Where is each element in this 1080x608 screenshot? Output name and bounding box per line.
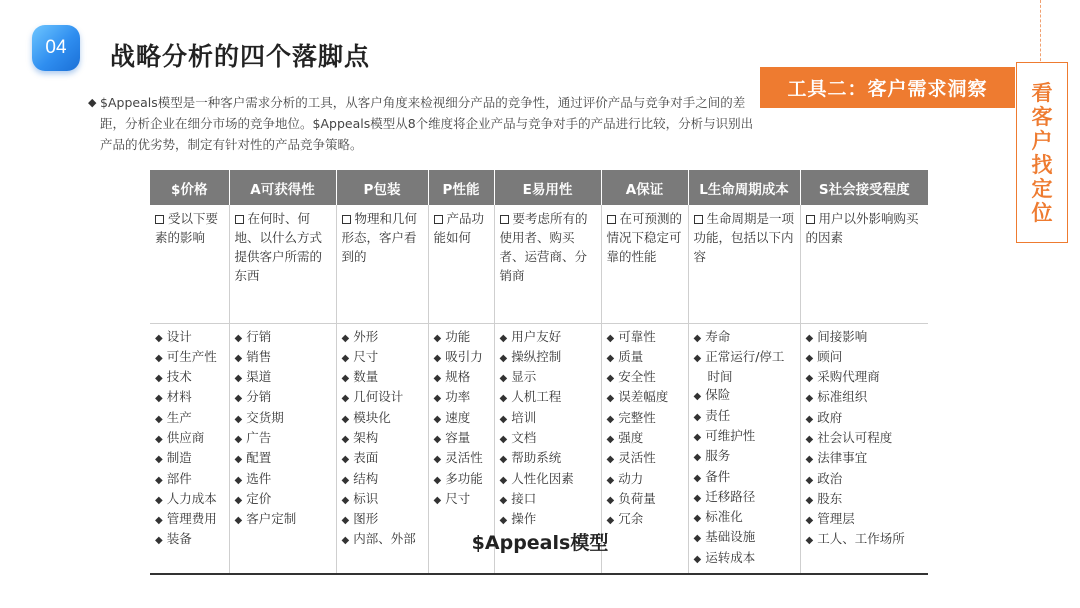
list-item: ◆ 管理层: [806, 510, 925, 530]
list-item: ◆ 顾问: [806, 348, 925, 368]
list-item: ◆ 行销: [235, 328, 332, 348]
table-header-cell: P性能: [428, 170, 494, 205]
list-item: ◆ 管理费用: [155, 510, 225, 530]
list-item: ◆ 政府: [806, 409, 925, 429]
table-header-cell: S社会接受程度: [800, 170, 928, 205]
list-item: ◆ 可维护性: [694, 427, 796, 447]
list-item: ◆ 图形: [342, 510, 424, 530]
side-label-char: 看: [1031, 80, 1053, 105]
list-item: ◆ 安全性: [607, 368, 684, 388]
list-item: ◆ 可生产性: [155, 348, 225, 368]
table-desc-cell: [336, 205, 428, 323]
list-item: ◆ 内部、外部: [342, 530, 424, 550]
list-item: ◆ 完整性: [607, 409, 684, 429]
list-item: ◆ 操作: [500, 510, 597, 530]
table-header-cell: P包装: [336, 170, 428, 205]
list-item: ◆ 动力: [607, 470, 684, 490]
list-item: ◆ 结构: [342, 470, 424, 490]
side-label-char: 定: [1031, 176, 1053, 201]
list-item: ◆ 用户友好: [500, 328, 597, 348]
list-item: ◆ 人性化因素: [500, 470, 597, 490]
desc-text: 生命周期是一项功能，包括以下内容: [693, 211, 795, 264]
desc-text: 物理和几何形态，客户看到的: [341, 211, 418, 264]
list-item: ◆ 寿命: [694, 328, 796, 348]
table-desc-cell: [428, 205, 494, 323]
list-item: ◆ 操纵控制: [500, 348, 597, 368]
decorative-dashed-line: [1040, 0, 1041, 66]
desc-text: 产品功能如何: [433, 211, 485, 245]
list-item: ◆ 迁移路径: [694, 488, 796, 508]
list-item: ◆ 人力成本: [155, 490, 225, 510]
section-number-badge: 04: [32, 25, 80, 71]
list-item: ◆ 误差幅度: [607, 388, 684, 408]
checkbox-square-icon: [342, 215, 351, 224]
list-item: ◆ 制造: [155, 449, 225, 469]
list-item: ◆ 交货期: [235, 409, 332, 429]
list-item-continuation: 时间: [707, 369, 733, 385]
checkbox-square-icon: [155, 215, 164, 224]
list-item: ◆ 生产: [155, 409, 225, 429]
list-item: ◆ 标识: [342, 490, 424, 510]
list-item: ◆ 间接影响: [806, 328, 925, 348]
checkbox-square-icon: [434, 215, 443, 224]
list-item: ◆ 配置: [235, 449, 332, 469]
intro-paragraph: [88, 92, 756, 155]
side-label-char: 客: [1031, 104, 1053, 129]
table-header-cell: A可获得性: [229, 170, 336, 205]
table-header-cell: E易用性: [494, 170, 601, 205]
list-item: ◆ 灵活性: [607, 449, 684, 469]
side-label-char: 位: [1031, 200, 1053, 225]
list-item: ◆ 法律事宜: [806, 449, 925, 469]
list-item: ◆ 正常运行/停工: [694, 348, 796, 368]
table-desc-cell: [800, 205, 928, 323]
list-item: ◆ 多功能: [434, 470, 490, 490]
list-item: ◆ 尺寸: [342, 348, 424, 368]
list-item: ◆ 帮助系统: [500, 449, 597, 469]
desc-text: 要考虑所有的使用者、购买者、运营商、分销商: [499, 211, 588, 283]
list-item: ◆ 标准组织: [806, 388, 925, 408]
list-item: ◆ 功能: [434, 328, 490, 348]
list-item: ◆ 速度: [434, 409, 490, 429]
desc-text: 在可预测的情况下稳定可靠的性能: [606, 211, 683, 264]
list-item: ◆ 供应商: [155, 429, 225, 449]
list-item: ◆ 渠道: [235, 368, 332, 388]
list-item: ◆ 客户定制: [235, 510, 332, 530]
intro-text: $Appeals模型是一种客户需求分析的工具，从客户角度来检视细分产品的竞争性，通过评价产品与竞争对手之间的差距，分析企业在细分市场的竞争地位。$Appeals模型从8个维度将企业产品与竞争对手的产品进行比较，分析与识别出产品的优劣势，制定有针对性的产品竞争策略。: [100, 95, 754, 152]
side-label-char: 找: [1031, 152, 1053, 177]
list-item: ◆ 设计: [155, 328, 225, 348]
list-item: ◆ 灵活性: [434, 449, 490, 469]
desc-text: 在何时、何地、以什么方式提供客户所需的东西: [234, 211, 323, 283]
list-item: ◆ 吸引力: [434, 348, 490, 368]
side-label-box: [1016, 62, 1068, 243]
list-item: ◆ 保险: [694, 386, 796, 406]
checkbox-square-icon: [694, 215, 703, 224]
list-item: ◆ 冗余: [607, 510, 684, 530]
table-desc-cell: [229, 205, 336, 323]
list-item: ◆ 定价: [235, 490, 332, 510]
list-item: ◆ 材料: [155, 388, 225, 408]
list-item: ◆ 强度: [607, 429, 684, 449]
list-item: ◆ 尺寸: [434, 490, 490, 510]
list-item: ◆ 选件: [235, 470, 332, 490]
list-item: ◆ 社会认可程度: [806, 429, 925, 449]
list-item: ◆ 质量: [607, 348, 684, 368]
figure-caption: $Appeals模型: [471, 532, 609, 554]
tool-tag: 工具二：客户需求洞察: [760, 67, 1015, 108]
list-item: ◆ 服务: [694, 447, 796, 467]
diamond-bullet-icon: ◆: [88, 96, 97, 109]
list-item: ◆ 标准化: [694, 508, 796, 528]
list-item: ◆ 技术: [155, 368, 225, 388]
checkbox-square-icon: [500, 215, 509, 224]
list-item: ◆ 分销: [235, 388, 332, 408]
list-item: ◆ 政治: [806, 470, 925, 490]
list-item: ◆ 基础设施: [694, 528, 796, 548]
list-item: ◆ 责任: [694, 407, 796, 427]
checkbox-square-icon: [607, 215, 616, 224]
list-item: ◆ 架构: [342, 429, 424, 449]
list-item: ◆ 功率: [434, 388, 490, 408]
list-item: ◆ 文档: [500, 429, 597, 449]
list-item: ◆ 工人、工作场所: [806, 530, 925, 550]
side-label-char: 户: [1031, 128, 1053, 153]
list-item: ◆ 容量: [434, 429, 490, 449]
table-desc-cell: [150, 205, 229, 323]
list-item: ◆ 广告: [235, 429, 332, 449]
checkbox-square-icon: [806, 215, 815, 224]
table-desc-cell: [601, 205, 688, 323]
desc-text: 用户以外影响购买的因素: [805, 211, 919, 245]
table-header-cell: $价格: [150, 170, 229, 205]
list-item: ◆ 显示: [500, 368, 597, 388]
list-item: ◆ 外形: [342, 328, 424, 348]
table-desc-cell: [494, 205, 601, 323]
table-desc-cell: [688, 205, 800, 323]
list-item: ◆ 几何设计: [342, 388, 424, 408]
table-header-cell: A保证: [601, 170, 688, 205]
list-item: ◆ 装备: [155, 530, 225, 550]
checkbox-square-icon: [235, 215, 244, 224]
list-item: ◆ 模块化: [342, 409, 424, 429]
list-item: ◆ 接口: [500, 490, 597, 510]
desc-text: 受以下要素的影响: [155, 211, 219, 245]
list-item: ◆ 运转成本: [694, 549, 796, 569]
list-item: ◆ 负荷量: [607, 490, 684, 510]
page-title: 战略分析的四个落脚点: [110, 42, 371, 71]
list-item: ◆ 备件: [694, 468, 796, 488]
list-item: ◆ 股东: [806, 490, 925, 510]
list-item: ◆ 人机工程: [500, 388, 597, 408]
list-item: ◆ 销售: [235, 348, 332, 368]
list-item: ◆ 采购代理商: [806, 368, 925, 388]
list-item: ◆ 规格: [434, 368, 490, 388]
list-item: ◆ 部件: [155, 470, 225, 490]
list-item: ◆ 培训: [500, 409, 597, 429]
list-item: ◆ 表面: [342, 449, 424, 469]
list-item: ◆ 可靠性: [607, 328, 684, 348]
table-header-cell: L生命周期成本: [688, 170, 800, 205]
appeals-table: [150, 170, 928, 575]
list-item: ◆ 数量: [342, 368, 424, 388]
